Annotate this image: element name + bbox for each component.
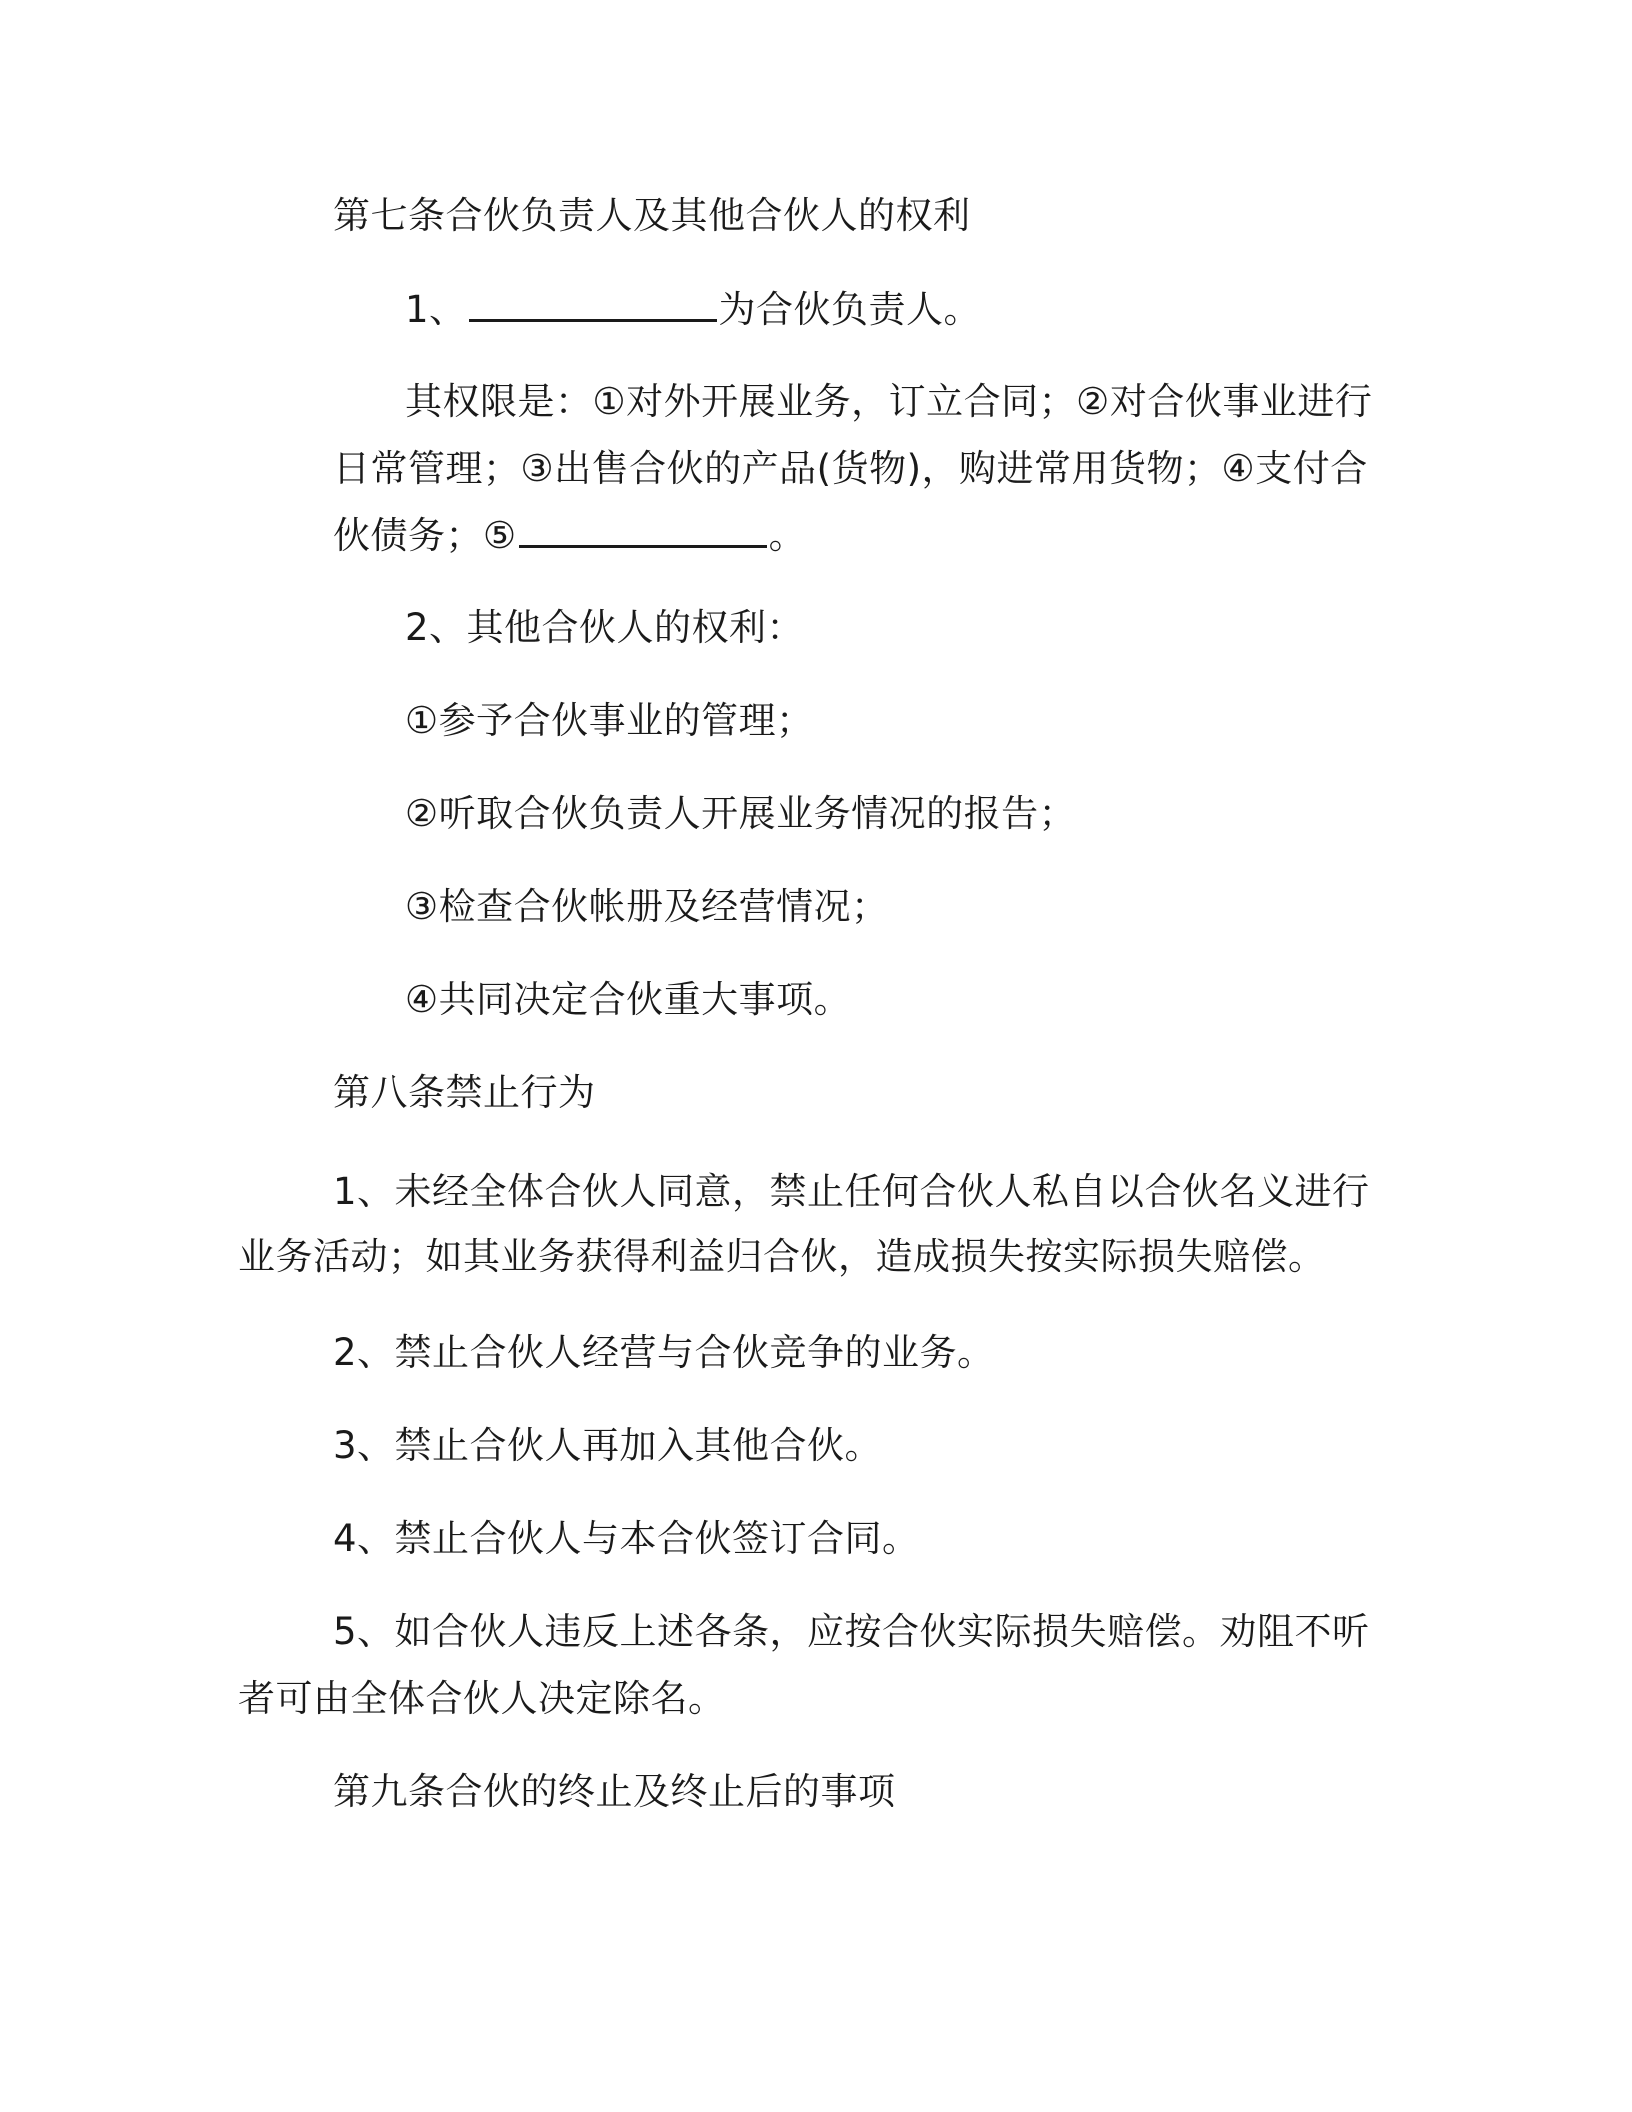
article-8-item-2: 2、禁止合伙人经营与合伙竞争的业务。 xyxy=(333,1331,995,1374)
right-item: ①参予合伙事业的管理； xyxy=(405,699,814,742)
article-8-item-5-line-2: 者可由全体合伙人决定除名。 xyxy=(238,1677,726,1720)
article-8-item-1-line-1: 1、未经全体合伙人同意，禁止任何合伙人私自以合伙名义进行 xyxy=(333,1170,1370,1213)
article-8-heading: 第八条禁止行为 xyxy=(333,1071,596,1114)
right-item: ②听取合伙负责人开展业务情况的报告； xyxy=(405,792,1077,835)
article-8-item-1-line-2: 业务活动；如其业务获得利益归合伙，造成损失按实际损失赔偿。 xyxy=(238,1235,1326,1278)
right-item: ④共同决定合伙重大事项。 xyxy=(405,978,852,1021)
article-8-item-3: 3、禁止合伙人再加入其他合伙。 xyxy=(333,1424,883,1467)
authority-line-1: 其权限是：①对外开展业务，订立合同；②对合伙事业进行 xyxy=(405,380,1373,423)
fill-in-blank[interactable] xyxy=(469,289,717,322)
article-7-item-2: 2、其他合伙人的权利： xyxy=(405,606,805,649)
authority-line-3 xyxy=(333,514,806,558)
article-7-heading: 第七条合伙负责人及其他合伙人的权利 xyxy=(333,194,971,237)
authority-line-2: 日常管理；③出售合伙的产品(货物)，购进常用货物；④支付合 xyxy=(333,447,1368,490)
authority-line-3-suffix: 。 xyxy=(768,514,807,557)
article-9-heading: 第九条合伙的终止及终止后的事项 xyxy=(333,1770,896,1813)
article-7-item-1 xyxy=(405,288,981,332)
right-item: ③检查合伙帐册及经营情况； xyxy=(405,885,889,928)
authority-line-3-prefix: 伙债务；⑤ xyxy=(333,514,517,557)
article-8-item-5-line-1: 5、如合伙人违反上述各条，应按合伙实际损失赔偿。劝阻不听 xyxy=(333,1610,1370,1653)
item-1-prefix: 1、 xyxy=(405,288,467,331)
article-8-item-4: 4、禁止合伙人与本合伙签订合同。 xyxy=(333,1517,920,1560)
item-1-suffix: 为合伙负责人。 xyxy=(718,288,982,331)
fill-in-blank[interactable] xyxy=(519,515,767,548)
